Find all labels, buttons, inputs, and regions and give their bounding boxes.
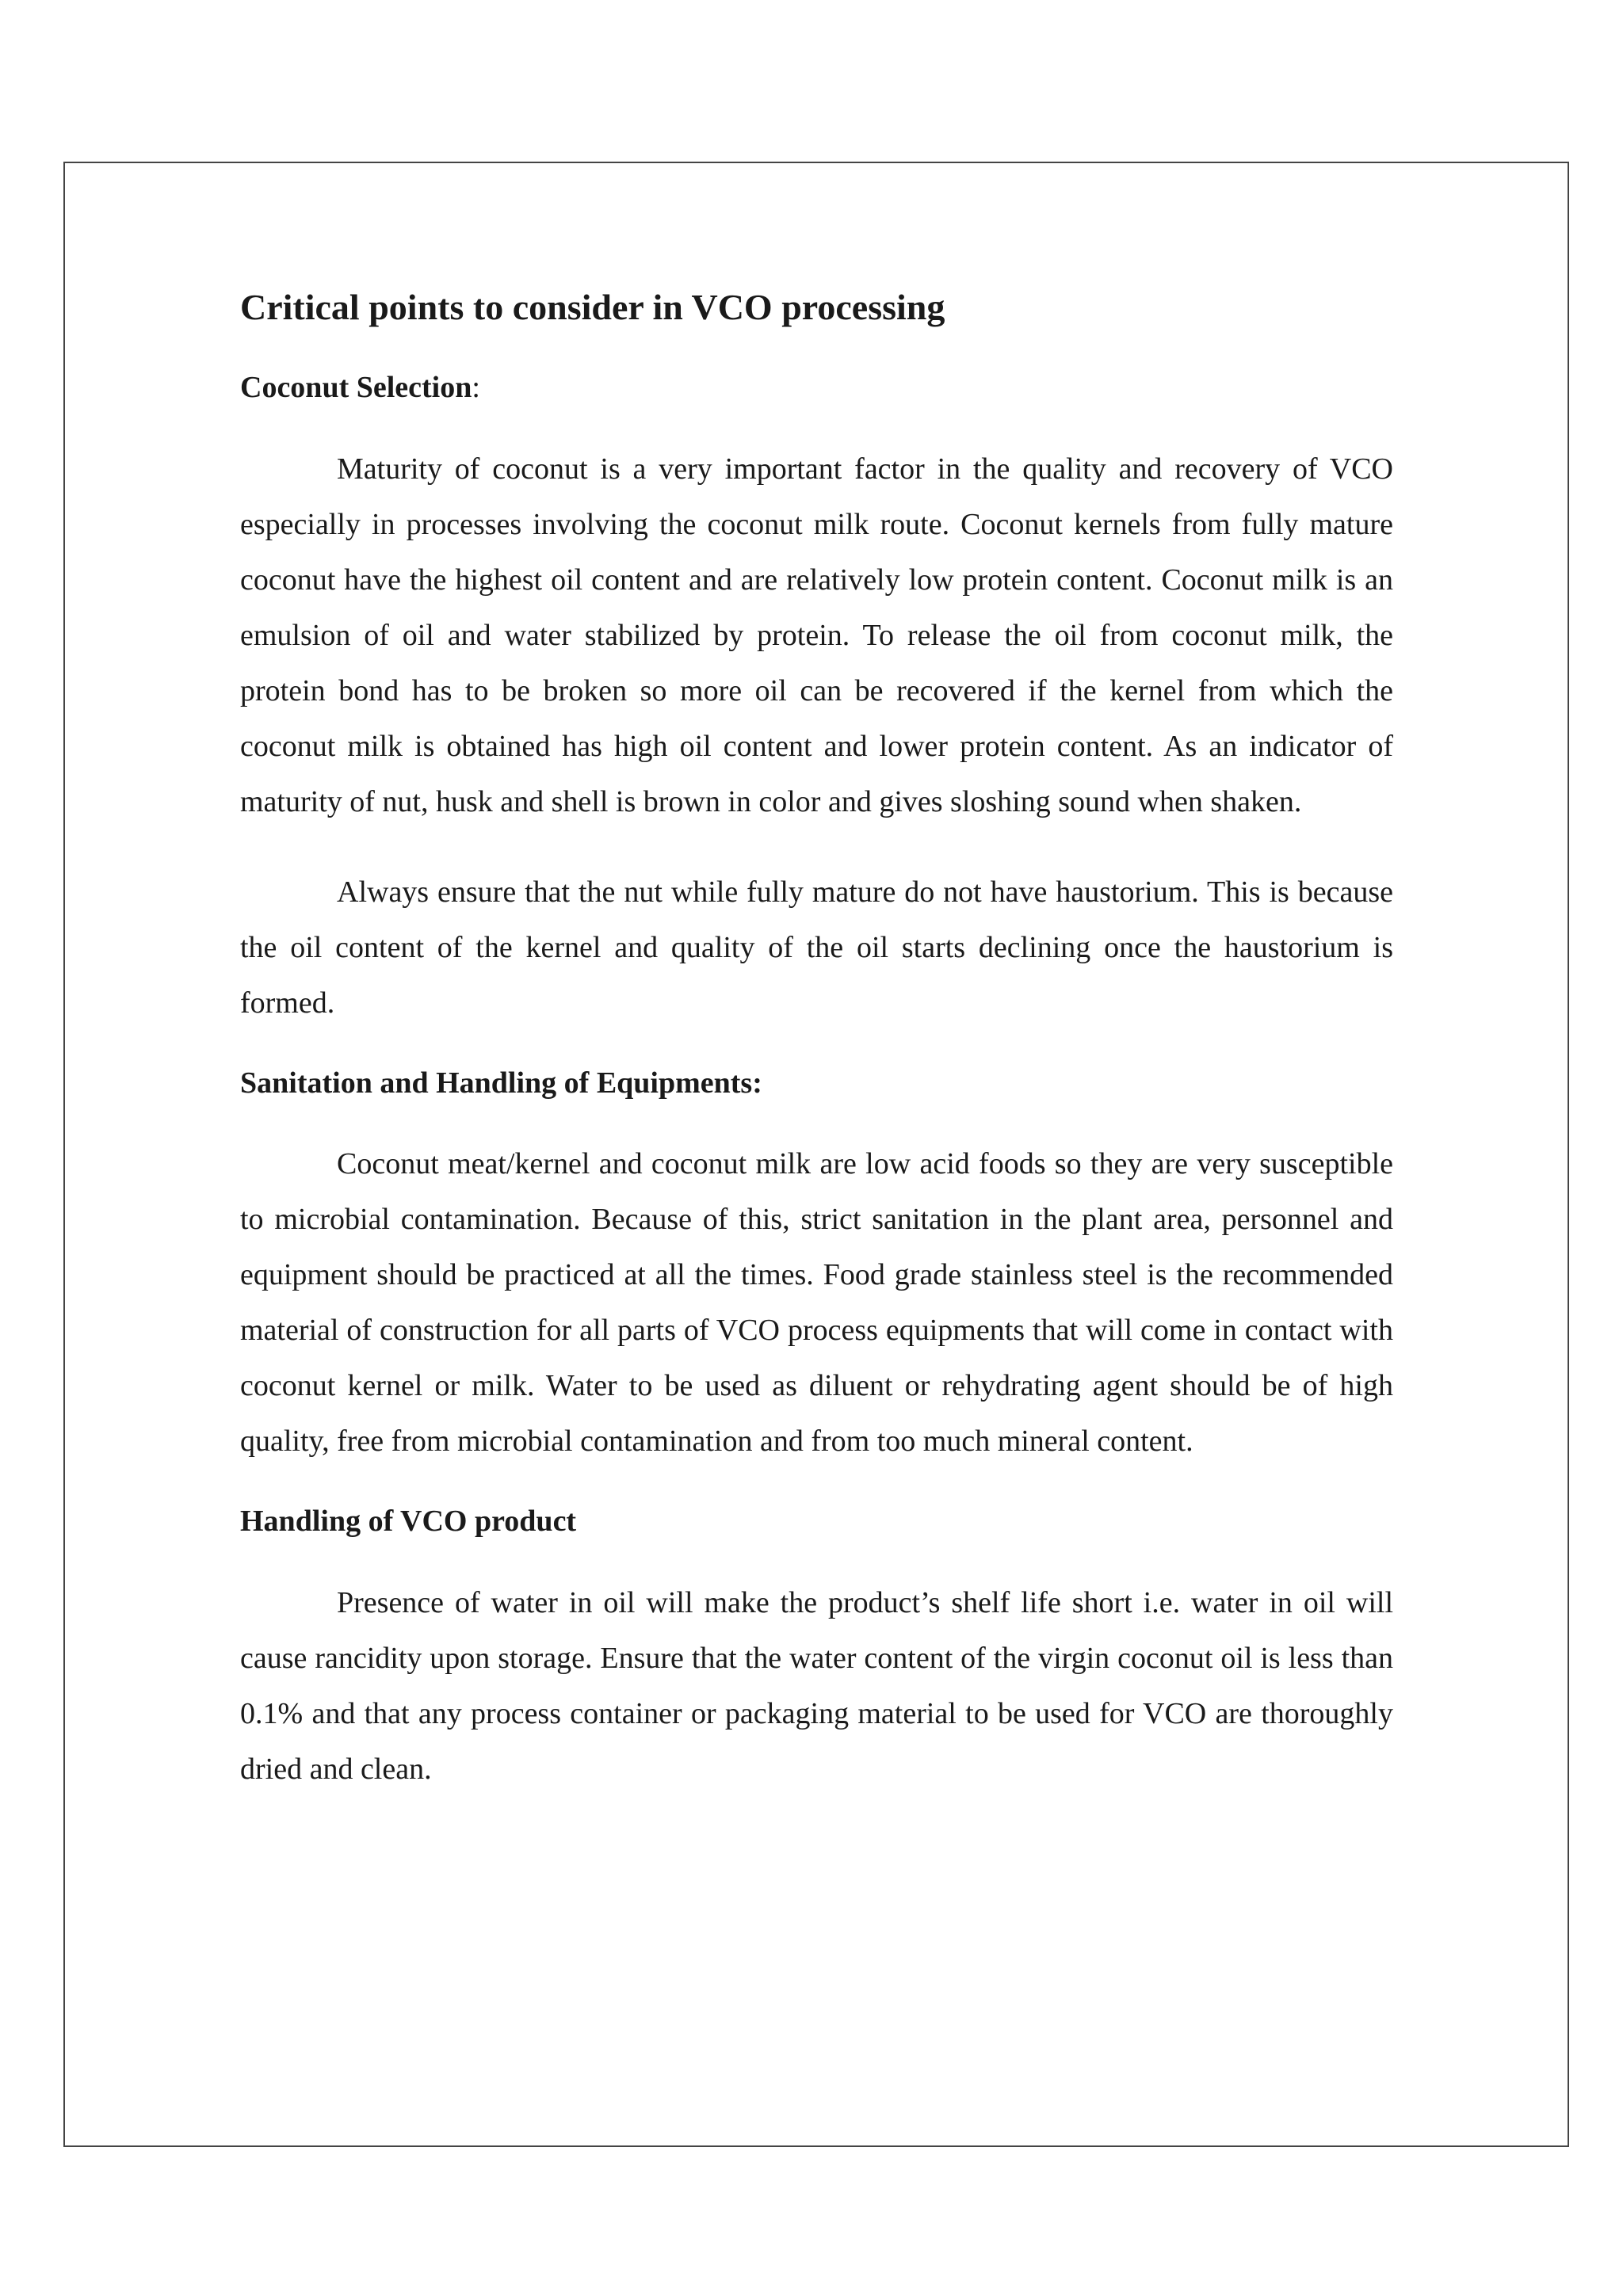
section-heading-handling-vco: Handling of VCO product [240,1505,577,1539]
section-heading-sanitation: Sanitation and Handling of Equipments: [240,1066,762,1100]
paragraph-sanitation: Coconut meat/kernel and coconut milk are low acid foods so they are very susceptible to microbial contamination. Because of this, strict sanitation in the plant area, personnel and equipment should be practiced at all the times. Food grade stainless steel is the recommended material of construction for all parts of VCO process equipments that will come in contact with coconut kernel or milk. Water to be used as diluent or rehydrating agent should be of high quality, free from microbial contamination and from too much mineral content. [240,1147,1393,1459]
section-heading-colon: : [472,371,480,405]
section-heading-coconut-selection [240,370,1393,406]
section-heading-text: Coconut Selection [240,371,472,405]
document-title: Critical points to consider in VCO processing [240,287,945,327]
document-body [240,285,1393,1832]
paragraph-haustorium: Always ensure that the nut while fully mature do not have haustorium. This is because the oil content of the kernel and quality of the oil starts declining once the haustorium is formed. [240,875,1393,1020]
paragraph-handling-vco: Presence of water in oil will make the product’s shelf life short i.e. water in oil will cause rancidity upon storage. Ensure that the water content of the virgin coconut oil is less than 0.1% and that any process container or packaging material to be used for VCO are thoroughly dried and clean. [240,1585,1393,1786]
paragraph-coconut-maturity: Maturity of coconut is a very important factor in the quality and recovery of VCO especially in processes involving the coconut milk route. Coconut kernels from fully mature coconut have the highest oil content and are relatively low protein content. Coconut milk is an emulsion of oil and water stabilized by protein. To release the oil from coconut milk, the protein bond has to be broken so more oil can be recovered if the kernel from which the coconut milk is obtained has high oil content and lower protein content. As an indicator of maturity of nut, husk and shell is brown in color and gives sloshing sound when shaken. [240,452,1393,818]
